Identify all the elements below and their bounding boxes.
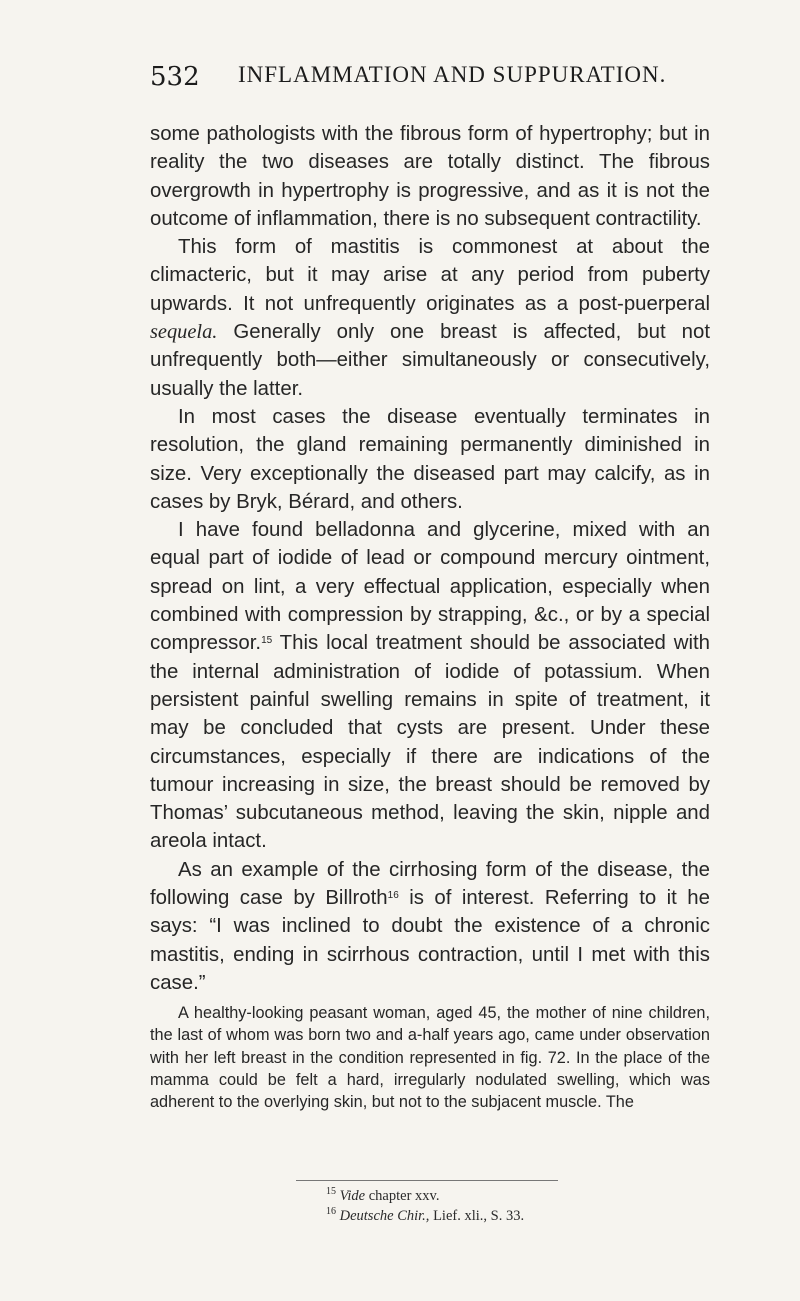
paragraph: I have found belladonna and glycerine, mixed with an equal part of iodide of lead or compound mercury ointment, spread on lint, a very effectual application, especially when combined with compression by strapping, &c., or by a special compressor.$^{15}$ This local treatment should be associated with the internal administration of iodide of potassium. When persistent painful swelling remains in spite of treatment, it may be concluded that cysts are present. Under these circumstances, especially if there are indications of the tumour increasing in size, the breast should be removed by Thomas’ subcutaneous method, leaving the skin, nipple and areola intact.	[150, 519, 710, 853]
footnote-number: 15	[326, 1186, 336, 1197]
case-report-text	[150, 1002, 710, 1113]
paragraph: some pathologists with the fibrous form of hypertrophy; but in reality the two diseases are totally distinct. The fibrous overgrowth in hypertrophy is progressive, and as it is not the outcome of inflammation, there is no subsequent contractility.	[150, 123, 710, 230]
running-head: INFLAMMATION AND SUPPURATION.	[238, 62, 667, 87]
page-header	[0, 62, 800, 102]
footnote-number: 16	[326, 1206, 336, 1217]
paragraph: As an example of the cirrhosing form of the disease, the following case by Billroth$^{16}$ is of interest. Referring to it he says: “I was inclined to doubt the existence of a chronic mastitis, ending in scirrhous contraction, until I met with this case.”	[150, 858, 710, 994]
footnote-ref: 16	[387, 890, 399, 902]
footnote: $^{15}$ Vide chapter xxv.	[326, 1186, 440, 1204]
footnotes	[326, 1186, 706, 1226]
paragraph: A healthy-looking peasant woman, aged 45, the mother of nine children, the last of whom was born two and a-half years ago, came under observation with her left breast in the condition represented in fig. 72. In the place of the mamma could be felt a hard, irregularly nodulated swelling, which was adherent to the overlying skin, but not to the subjacent muscle. The	[150, 1004, 710, 1112]
paragraph: This form of mastitis is commonest at about the climacteric, but it may arise at any period from puberty upwards. It not unfrequently originates as a post-puerperal sequela. Generally only one breast is affected, but not unfrequently both—either simultaneously or consecutively, usually the latter.	[150, 236, 710, 400]
body-text	[150, 120, 710, 997]
paragraph: In most cases the disease eventually terminates in resolution, the gland remaining permanently diminished in size. Very exceptionally the diseased part may calcify, as in cases by Bryk, Bérard, and others.	[150, 405, 710, 513]
footnote-divider	[296, 1180, 558, 1181]
italic-term: sequela.	[150, 321, 218, 344]
footnote: $^{16}$ Deutsche Chir., Lief. xli., S. 33.	[326, 1206, 525, 1224]
footnote-ref: 15	[261, 635, 273, 647]
page-number: 532	[150, 62, 200, 92]
